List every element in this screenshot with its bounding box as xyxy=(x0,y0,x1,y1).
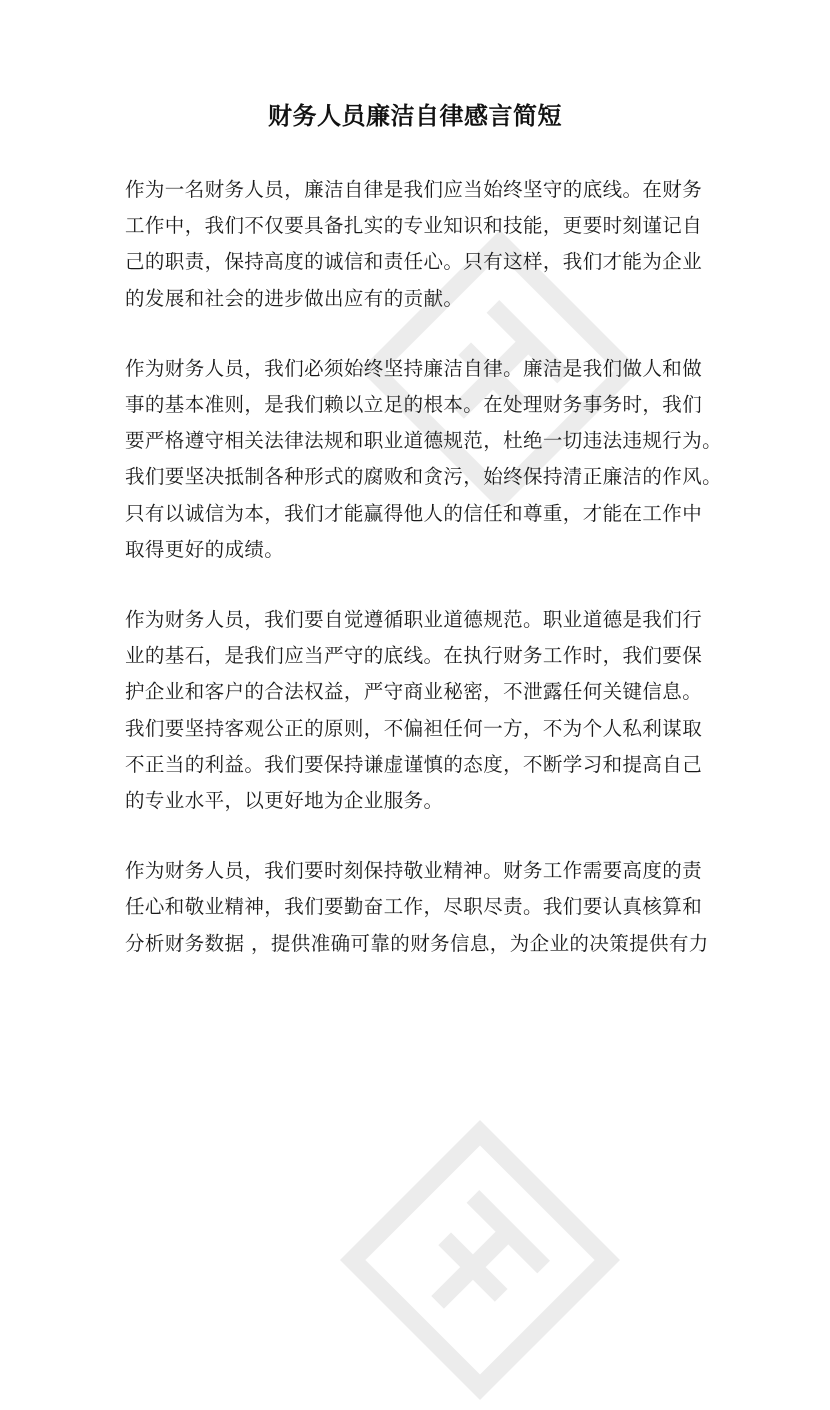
paragraph-line: 我们要坚持客观公正的原则，不偏袒任何一方，不为个人私利谋取 xyxy=(125,716,703,740)
paragraph-line: 作为财务人员，我们要时刻保持敬业精神。财务工作需要高度的责 xyxy=(125,859,703,883)
paragraph-line: 取得更好的成绩。 xyxy=(125,537,285,561)
paragraph-line: 工作中，我们不仅要具备扎实的专业知识和技能，更要时刻谨记自 xyxy=(125,214,703,238)
paragraph-2 xyxy=(125,351,725,568)
paragraph-1 xyxy=(125,172,725,317)
paragraph-line: 我们要坚决抵制各种形式的腐败和贪污，始终保持清正廉洁的作风。 xyxy=(125,465,723,489)
paragraph-line: 不正当的利益。我们要保持谦虚谨慎的态度，不断学习和提高自己 xyxy=(125,752,703,776)
paragraph-line: 任心和敬业精神，我们要勤奋工作，尽职尽责。我们要认真核算和 xyxy=(125,895,703,919)
paragraph-line: 作为一名财务人员，廉洁自律是我们应当始终坚守的底线。在财务 xyxy=(125,178,703,201)
document-body xyxy=(125,172,725,996)
paragraph-line: 业的基石，是我们应当严守的底线。在执行财务工作时，我们要保 xyxy=(125,644,703,668)
paragraph-line: 护企业和客户的合法权益，严守商业秘密，不泄露任何关键信息。 xyxy=(125,680,703,704)
paragraph-line: 分析财务数据 ，提供准确可靠的财务信息，为企业的决策提供有力 xyxy=(125,931,709,955)
paragraph-line: 要严格遵守相关法律法规和职业道德规范，杜绝一切违法违规行为。 xyxy=(125,429,723,453)
paragraph-line: 作为财务人员，我们要自觉遵循职业道德规范。职业道德是我们行 xyxy=(125,608,703,632)
paragraph-line: 的发展和社会的进步做出应有的贡献。 xyxy=(125,286,464,310)
paragraph-line: 事的基本准则，是我们赖以立足的根本。在处理财务事务时，我们 xyxy=(125,393,703,417)
paragraph-line: 作为财务人员，我们必须始终坚持廉洁自律。廉洁是我们做人和做 xyxy=(125,356,703,380)
paragraph-line: 只有以诚信为本，我们才能赢得他人的信任和尊重，才能在工作中 xyxy=(125,501,703,525)
watermark-logo-icon xyxy=(330,1110,630,1410)
paragraph-line: 的专业水平，以更好地为企业服务。 xyxy=(125,789,444,813)
paragraph-line: 己的职责，保持高度的诚信和责任心。只有这样，我们才能为企业 xyxy=(125,250,703,274)
paragraph-4 xyxy=(125,853,725,962)
paragraph-3 xyxy=(125,602,725,819)
document-title: 财务人员廉洁自律感言简短 xyxy=(268,102,562,130)
